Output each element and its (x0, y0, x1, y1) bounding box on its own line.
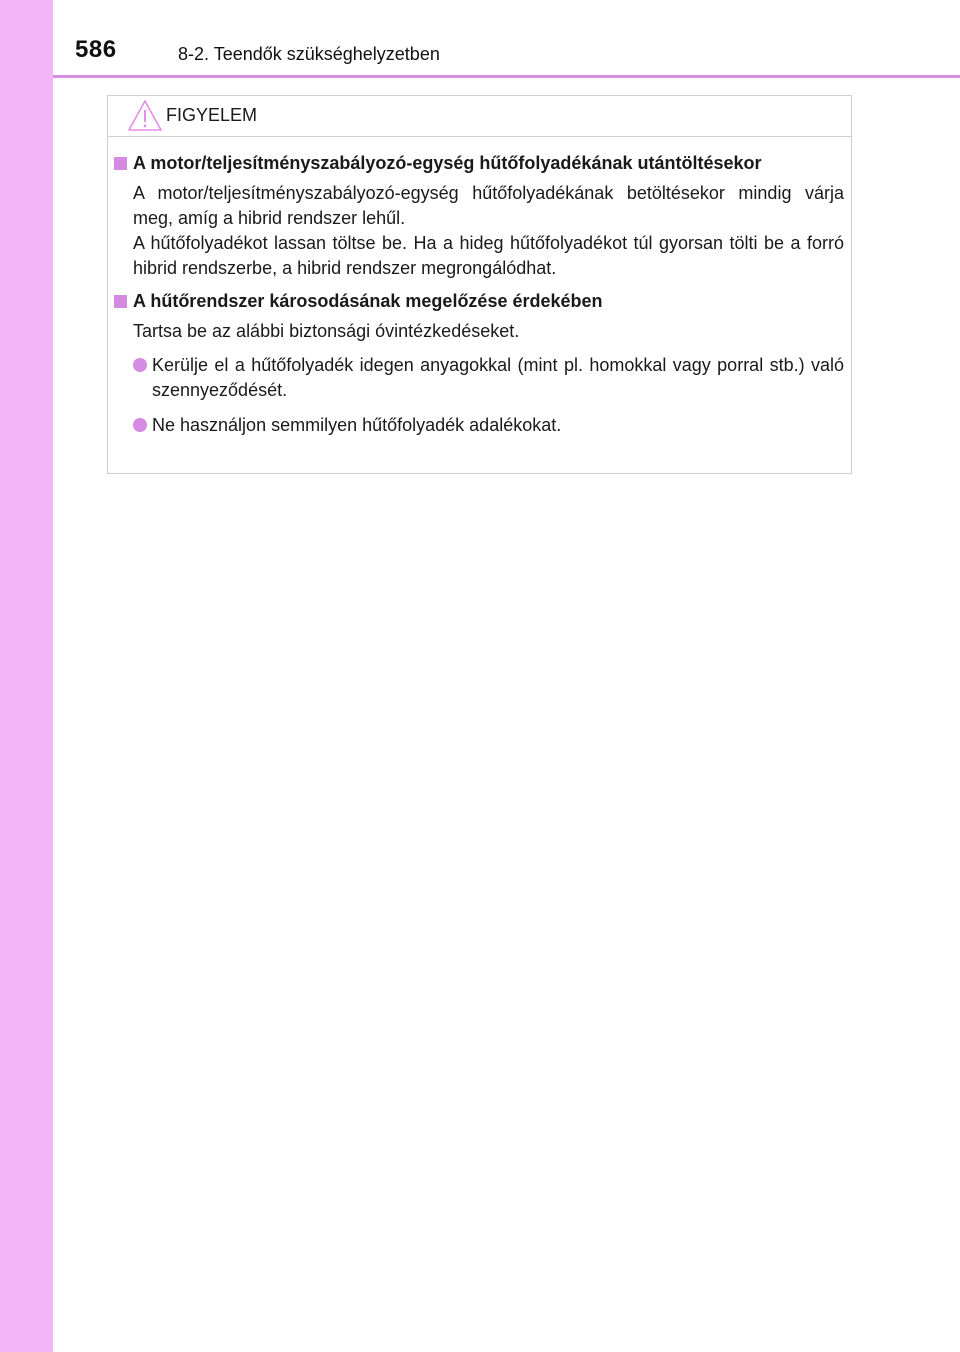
side-tab-strip (0, 0, 53, 1352)
list-item (114, 413, 844, 438)
warning-item-refill (114, 151, 844, 281)
item-heading (114, 151, 844, 176)
item-heading-text: A motor/teljesítményszabályozó-egység hűtőfolyadékának utántöltésekor (133, 153, 762, 173)
warning-label: FIGYELEM (166, 105, 258, 125)
dot-bullet-icon (133, 358, 147, 372)
square-bullet-icon (114, 157, 127, 170)
section-title: 8-2. Teendők szükséghelyzetben (178, 44, 440, 64)
item-paragraph-text: A hűtőfolyadékot lassan töltse be. Ha a hideg hűtőfolyadékot túl gyorsan tölti be a forró hibrid rendszerbe, a hibrid rendszer megrongálódhat. (133, 233, 844, 278)
item-heading (114, 289, 844, 314)
item-intro: Tartsa be az alábbi biztonsági óvintézkedéseket. (133, 321, 520, 341)
warning-triangle-icon (127, 99, 163, 132)
warning-box (107, 95, 852, 474)
dot-bullet-icon (133, 418, 147, 432)
header-rule (53, 75, 960, 78)
item-paragraph-text: A motor/teljesítményszabályozó-egység hűtőfolyadékának betöltésekor mindig várja meg, amíg a hibrid rendszer lehűl. (133, 183, 844, 228)
list-item (114, 353, 844, 403)
square-bullet-icon (114, 295, 127, 308)
page-number: 586 (75, 36, 117, 63)
list-item-text: Ne használjon semmilyen hűtőfolyadék adalékokat. (152, 415, 562, 435)
item-heading-text: A hűtőrendszer károsodásának megelőzése érdekében (133, 291, 603, 311)
list-item-text: Kerülje el a hűtőfolyadék idegen anyagokkal (mint pl. homokkal vagy porral stb.) való szennyeződését. (152, 355, 844, 400)
item-paragraph (114, 181, 844, 281)
bullet-list (114, 353, 844, 438)
warning-content (114, 151, 844, 438)
warning-header (108, 96, 851, 137)
page-header (75, 30, 960, 78)
warning-item-prevention (114, 289, 844, 438)
